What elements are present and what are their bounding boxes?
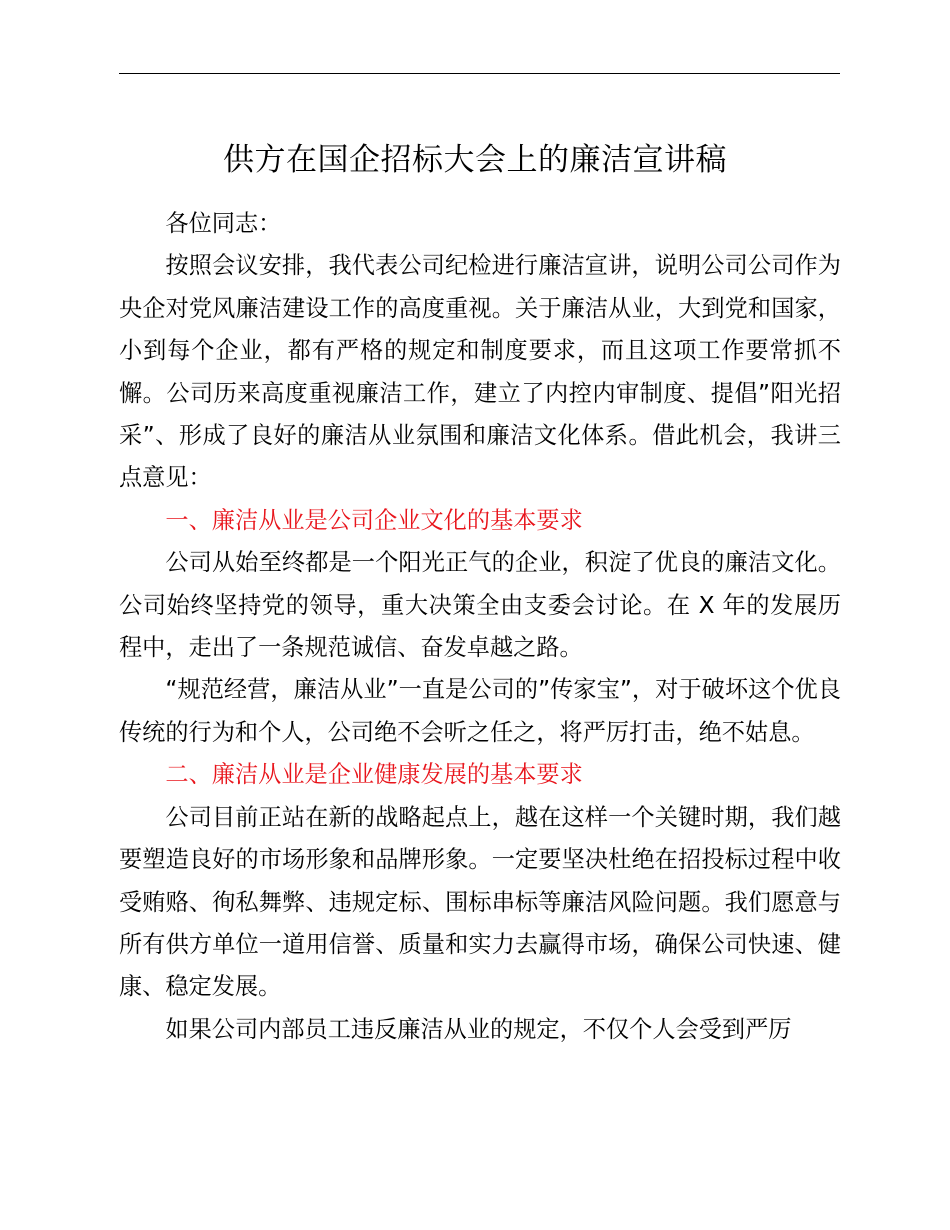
section-heading-1: 一、廉洁从业是公司企业文化的基本要求: [165, 506, 583, 534]
document-title: 供方在国企招标大会上的廉洁宣讲稿: [223, 142, 727, 178]
section2-paragraph: 如果公司内部员工违反廉洁从业的规定，不仅个人会受到严厉: [165, 1015, 792, 1043]
intro-paragraph: 按照会议安排，我代表公司纪检进行廉洁宣讲，说明公司公司作为央企对党风廉洁建设工作的高度重视。关于廉洁从业，大到党和国家，小到每个企业，都有严格的规定和制度要求，而且这项工作要常抓不懈。公司历来高度重视廉洁工作，建立了内控内审制度、提倡”阳光招采”、形成了良好的廉洁从业氛围和廉洁文化体系。借此机会，我讲三点意见：: [119, 252, 841, 492]
section-heading-2: 二、廉洁从业是企业健康发展的基本要求: [165, 761, 583, 789]
salutation: 各位同志：: [165, 210, 282, 237]
section1-paragraph: “规范经营，廉洁从业”一直是公司的”传家宝”，对于破坏这个优良传统的行为和个人，公司绝不会听之任之，将严厉打击，绝不姑息。: [119, 676, 841, 746]
section1-paragraph: 公司从始至终都是一个阳光正气的企业，积淀了优良的廉洁文化。公司始终坚持党的领导，重大决策全由支委会讨论。在 X 年的发展历程中，走出了一条规范诚信、奋发卓越之路。: [119, 549, 841, 662]
header-rule: [119, 73, 840, 74]
document-body: [119, 203, 841, 1051]
section2-paragraph: 公司目前正站在新的战略起点上，越在这样一个关键时期，我们越要塑造良好的市场形象和品牌形象。一定要坚决杜绝在招投标过程中收受贿赂、徇私舞弊、违规定标、围标串标等廉洁风险问题。我们愿意与所有供方单位一道用信誉、质量和实力去赢得市场，确保公司快速、健康、稳定发展。: [119, 803, 841, 1001]
